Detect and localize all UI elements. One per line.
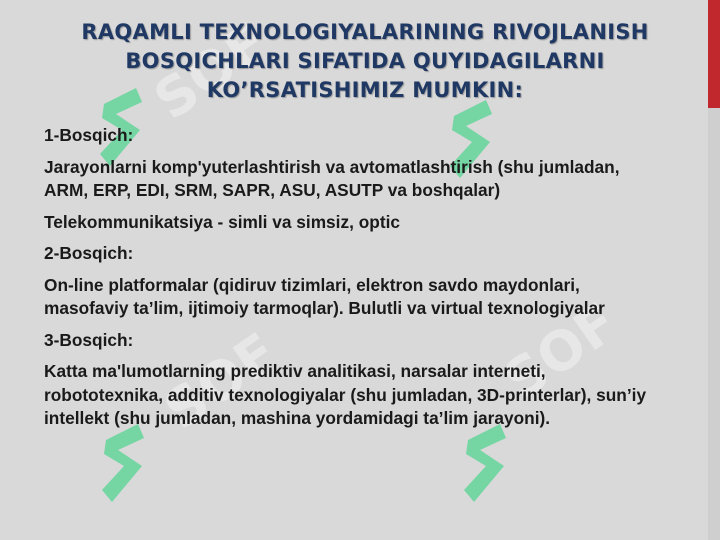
stage-heading: 3-Bosqich:	[44, 329, 134, 350]
stage-text: Katta ma'lumotlarning prediktiv analitikasi, narsalar interneti, robototexnika, additiv texnologiyalar (shu jumladan, 3D-printerlar), sun’iy intellekt (shu jumladan, mashina yordamidagi ta’lim jarayoni).	[44, 361, 647, 428]
watermark-text: SOF	[152, 320, 289, 443]
slide-title	[30, 18, 700, 105]
title-line: RAQAMLI TEXNOLOGIYALARINING RIVOJLANISH	[81, 20, 649, 44]
stage-text: Jarayonlarni komp'yuterlashtirish va avtomatlashtirish (shu jumladan, ARM, ERP, EDI, SRM, SAPR, ASU, ASUTP va boshqalar)	[44, 156, 620, 200]
accent-bar	[708, 0, 720, 108]
accent-line	[708, 108, 720, 540]
stage-text: On-line platformalar (qidiruv tizimlari, elektron savdo maydonlari, masofaviy ta’lim, ijtimoiy tarmoqlar). Bulutli va virtual texnologiyalar	[44, 274, 605, 318]
title-line: KO’RSATISHIMIZ MUMKIN:	[206, 78, 524, 102]
stage-heading: 2-Bosqich:	[44, 243, 134, 263]
watermark-text: SOF	[492, 290, 629, 413]
slide-body	[44, 124, 654, 439]
watermark-text: SOF	[142, 10, 279, 133]
stage-heading: 1-Bosqich:	[44, 125, 134, 145]
title-line: BOSQICHLARI SIFATIDA QUYIDAGILARNI	[125, 49, 605, 73]
stage-text: Telekommunikatsiya - simli va simsiz, optic	[44, 211, 400, 232]
